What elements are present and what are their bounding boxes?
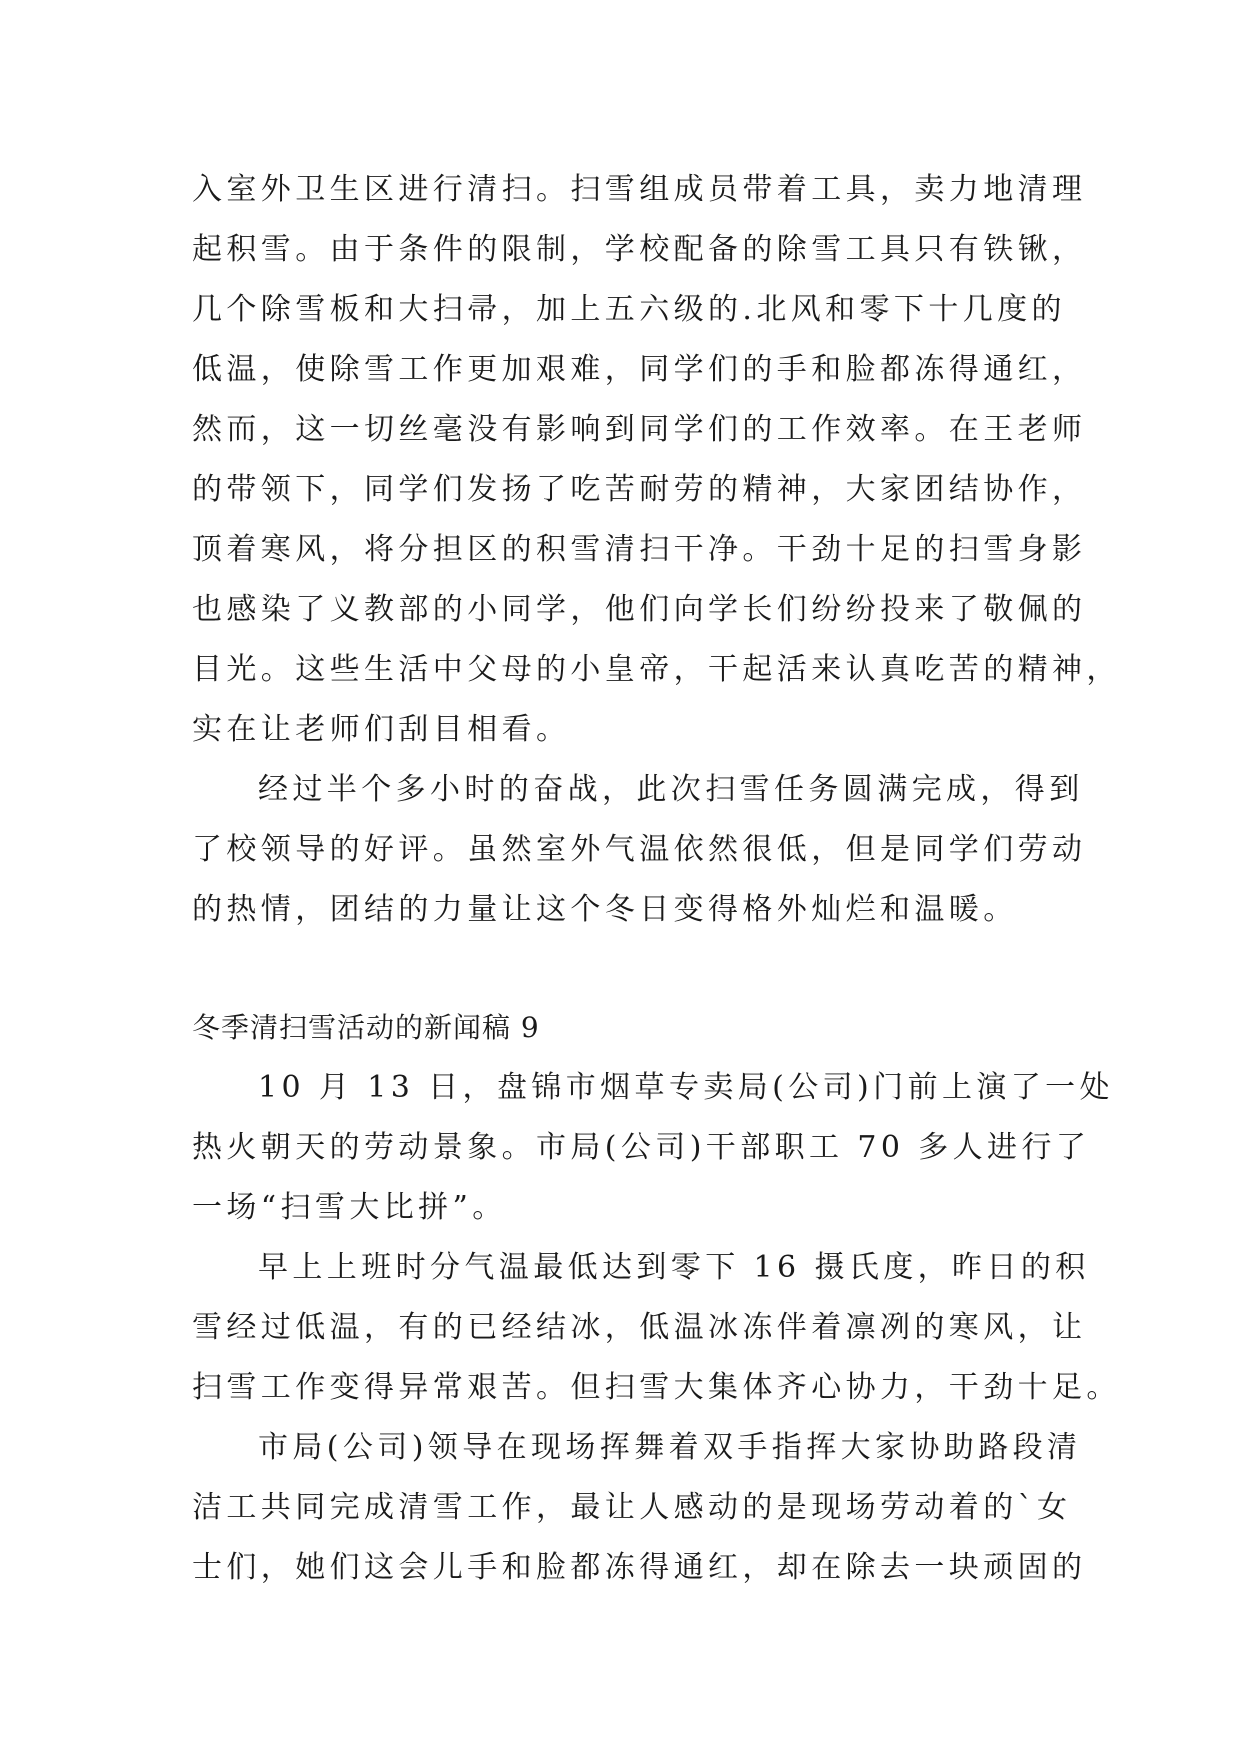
text-line: 实在让老师们刮目相看。 (192, 712, 571, 747)
document-body (192, 160, 1121, 1598)
section-spacer (192, 940, 1050, 998)
text-line: 热火朝天的劳动景象。市局(公司)干部职工 70 多人进行了 (192, 1130, 1091, 1165)
text-line: 顶着寒风，将分担区的积雪清扫干净。干劲十足的扫雪身影 (192, 532, 1087, 567)
paragraph-3 (192, 1058, 1114, 1238)
section-title: 冬季清扫雪活动的新闻稿 9 (192, 1011, 540, 1044)
text-line: 几个除雪板和大扫帚，加上五六级的.北风和零下十几度的 (192, 292, 1066, 327)
text-line: 然而，这一切丝毫没有影响到同学们的工作效率。在王老师 (192, 412, 1087, 447)
paragraph-5 (192, 1418, 1087, 1598)
text-line: 起积雪。由于条件的限制，学校配备的除雪工具只有铁锹， (192, 232, 1087, 267)
paragraph-1 (192, 160, 1121, 760)
text-line: 扫雪工作变得异常艰苦。但扫雪大集体齐心协力，干劲十足。 (192, 1370, 1121, 1405)
text-line: 士们，她们这会儿手和脸都冻得通红，却在除去一块顽固的 (192, 1550, 1087, 1585)
text-line: 也感染了义教部的小同学，他们向学长们纷纷投来了敬佩的 (192, 592, 1087, 627)
text-line: 入室外卫生区进行清扫。扫雪组成员带着工具，卖力地清理 (192, 172, 1087, 207)
text-line: 市局(公司)领导在现场挥舞着双手指挥大家协助路段清 (258, 1430, 1082, 1465)
text-line: 经过半个多小时的奋战，此次扫雪任务圆满完成，得到 (258, 772, 1084, 807)
text-line: 洁工共同完成清雪工作，最让人感动的是现场劳动着的`女 (192, 1490, 1072, 1525)
text-line: 雪经过低温，有的已经结冰，低温冰冻伴着凛冽的寒风，让 (192, 1310, 1087, 1345)
text-line: 一场“扫雪大比拼”。 (192, 1190, 507, 1225)
text-line: 了校领导的好评。虽然室外气温依然很低，但是同学们劳动 (192, 832, 1087, 867)
text-line: 早上上班时分气温最低达到零下 16 摄氏度，昨日的积 (258, 1250, 1090, 1285)
text-line: 的热情，团结的力量让这个冬日变得格外灿烂和温暖。 (192, 892, 1018, 927)
text-line: 低温，使除雪工作更加艰难，同学们的手和脸都冻得通红， (192, 352, 1087, 387)
paragraph-2 (192, 760, 1087, 940)
paragraph-4 (192, 1238, 1121, 1418)
text-line: 10 月 13 日，盘锦市烟草专卖局(公司)门前上演了一处 (258, 1070, 1114, 1105)
text-line: 目光。这些生活中父母的小皇帝，干起活来认真吃苦的精神， (192, 652, 1121, 687)
text-line: 的带领下，同学们发扬了吃苦耐劳的精神，大家团结协作， (192, 472, 1087, 507)
